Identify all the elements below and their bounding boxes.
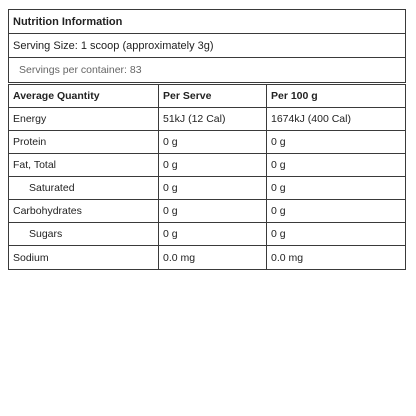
- row-label: Fat, Total: [9, 154, 159, 176]
- header-per-100g: Per 100 g: [271, 90, 318, 102]
- row-label: Sugars: [9, 223, 159, 245]
- row-per-serve: 0.0 mg: [159, 246, 267, 269]
- row-label: Saturated: [9, 177, 159, 199]
- row-per-100g: 0.0 mg: [271, 251, 304, 264]
- row-per-serve: 0 g: [159, 177, 267, 199]
- table-row-sodium: [9, 246, 405, 269]
- table-row-sugars: [9, 223, 405, 246]
- row-label: Carbohydrates: [9, 200, 159, 222]
- table-row-energy: [9, 108, 405, 131]
- nutrition-info-panel: [8, 9, 406, 83]
- servings-per-container: Servings per container: 83: [19, 64, 142, 76]
- row-per-serve: 0 g: [159, 131, 267, 153]
- row-label: Sodium: [9, 246, 159, 269]
- table-row-saturated: [9, 177, 405, 200]
- row-per-serve: 0 g: [159, 200, 267, 222]
- row-per-100g: 0 g: [271, 205, 286, 217]
- header-per-serve: Per Serve: [159, 85, 267, 107]
- header-average-quantity: Average Quantity: [9, 85, 159, 107]
- table-row-carbohydrates: [9, 200, 405, 223]
- serving-size: Serving Size: 1 scoop (approximately 3g): [9, 34, 405, 58]
- row-label: Protein: [9, 131, 159, 153]
- row-per-serve: 51kJ (12 Cal): [159, 108, 267, 130]
- row-per-100g: 0 g: [271, 228, 286, 240]
- table-row-fat-total: [9, 154, 405, 177]
- row-label: Energy: [9, 108, 159, 130]
- table-header-row: [9, 85, 405, 108]
- row-per-100g: 1674kJ (400 Cal): [271, 113, 351, 125]
- table-row-protein: [9, 131, 405, 154]
- nutrition-table: [8, 84, 406, 270]
- row-per-100g: 0 g: [271, 182, 286, 194]
- row-per-serve: 0 g: [159, 223, 267, 245]
- row-per-100g: 0 g: [271, 159, 286, 171]
- row-per-100g: 0 g: [271, 136, 286, 148]
- row-per-serve: 0 g: [159, 154, 267, 176]
- panel-title: Nutrition Information: [9, 10, 405, 34]
